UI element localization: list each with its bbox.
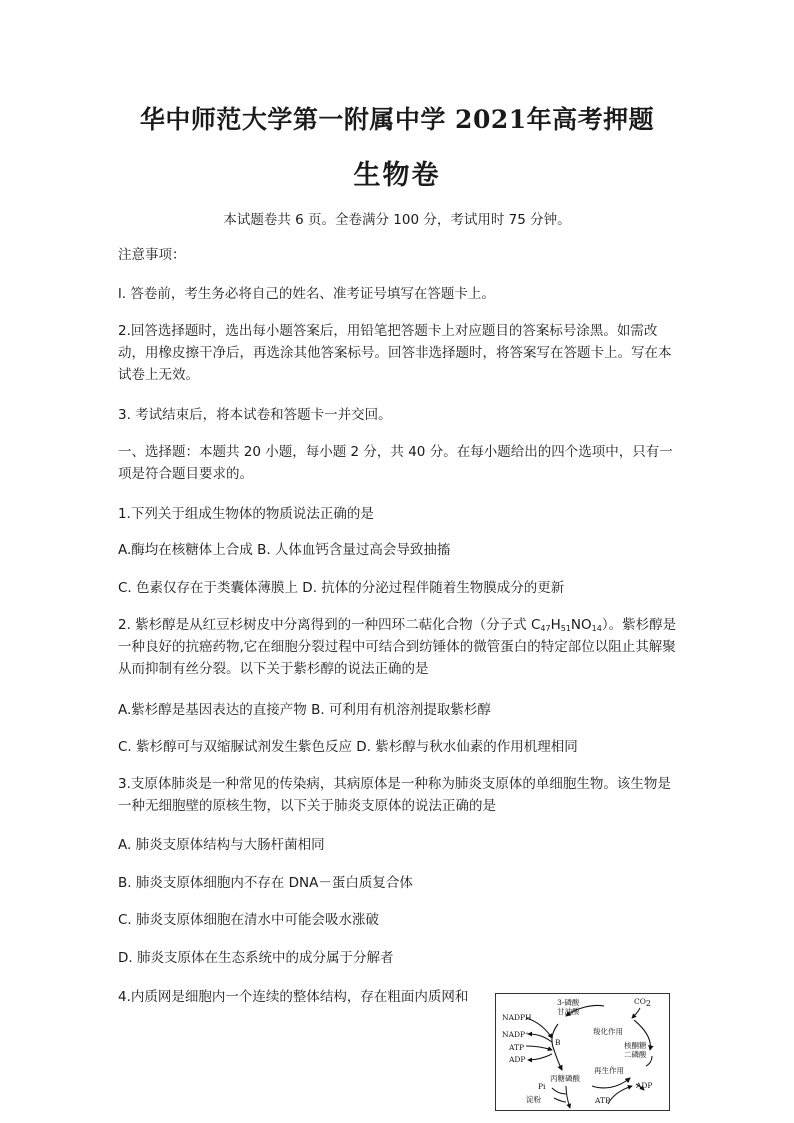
q2-formula-mid-2: NO — [570, 617, 592, 633]
arc-reduction — [552, 1024, 562, 1070]
pi-arrow — [552, 1088, 566, 1094]
label-pi: Pi — [538, 1082, 546, 1091]
q3-stem: 3.支原体肺炎是一种常见的传染病，其病原体是一种称为肺炎支原体的单细胞生物。该生物是一种无细胞壁的原核生物，以下关于肺炎支原体的说法正确的是 — [118, 776, 671, 814]
label-rubp — [624, 1041, 647, 1059]
q2-formula-sub-1: 47 — [540, 624, 551, 633]
note-item-2: 2.回答选择题时，选出每小题答案后，用铅笔把答题卡上对应题目的答案标号涂黑。如需改动，用橡皮擦干净后，再选涂其他答案标号。回答非选择题时，将答案写在答题卡上。写在本试卷上无效。 — [118, 323, 672, 383]
q1-options-ab: A.酶均在核糖体上合成 B. 人体血钙含量过高会导致抽搐 — [118, 542, 451, 558]
q3-option-b: B. 肺炎支原体细胞内不存在 DNA－蛋白质复合体 — [118, 875, 413, 891]
note-item-1: l. 答卷前，考生务必将自己的姓名、准考证号填写在答题卡上。 — [118, 286, 495, 302]
label-pga — [557, 998, 580, 1016]
calvin-cycle-diagram — [495, 993, 670, 1111]
q2-options-ab: A.紫杉醇是基因表达的直接产物 B. 可利用有机溶剂提取紫杉醇 — [118, 702, 491, 718]
q1-stem: 1.下列关于组成生物体的物质说法正确的是 — [118, 506, 374, 522]
q3-option-c: C. 肺炎支原体细胞在清水中可能会吸水涨破 — [118, 912, 380, 928]
q2-stem-part-1: 2. 紫杉醇是从红豆杉树皮中分离得到的一种四环二萜化合物（分子式 C — [118, 617, 541, 633]
q3-option-d: D. 肺炎支原体在生态系统中的成分属于分解者 — [118, 950, 394, 966]
exam-subject: 生物卷 — [353, 160, 441, 191]
regen-atp-arrow — [608, 1086, 632, 1104]
label-adp-right: ADP — [636, 1081, 653, 1090]
label-co2 — [634, 997, 651, 1006]
q2-options-cd: C. 紫杉醇可与双缩脲试剂发生紫色反应 D. 紫杉醇与秋水仙素的作用机理相同 — [118, 739, 578, 755]
q2-stem — [118, 614, 678, 680]
starch-to-pi-arrow — [554, 1098, 566, 1102]
note-item-3: 3. 考试结束后，将本试卷和答题卡一并交回。 — [118, 407, 392, 423]
label-rubp-line-2: 二磷酸 — [624, 1050, 647, 1059]
label-atp-left: ATP — [509, 1043, 525, 1052]
label-nadp: NADP⁺ — [502, 1030, 529, 1039]
nadp-arrow — [528, 1034, 552, 1042]
atp-arrow — [526, 1046, 552, 1050]
label-b: B — [555, 1038, 561, 1047]
label-rubp-line-1: 核酮糖 — [624, 1041, 647, 1050]
co2-arrow — [632, 1008, 640, 1018]
label-pga-line-1: 3-磷酸 — [557, 998, 580, 1007]
q4-stem: 4.内质网是细胞内一个连续的整体结构，存在粗面内质网和 — [118, 989, 469, 1005]
label-starch: 淀粉 — [526, 1095, 541, 1104]
exam-intro: 本试题卷共 6 页。全卷满分 100 分，考试用时 75 分钟。 — [223, 212, 571, 228]
adp-arrow — [528, 1054, 552, 1060]
q1-options-cd: C. 色素仅存在于类囊体薄膜上 D. 抗体的分泌过程伴随着生物膜成分的更新 — [118, 580, 565, 596]
notes-heading: 注意事项： — [118, 247, 186, 263]
q2-formula-sub-2: 51 — [560, 624, 571, 633]
label-co2-text: CO — [634, 997, 646, 1006]
label-g3p: 丙糖磷酸 — [550, 1074, 580, 1083]
label-adp-left: ADP — [509, 1055, 526, 1064]
starch-arrow — [566, 1086, 570, 1108]
q3-option-a: A. 肺炎支原体结构与大肠杆菌相同 — [118, 837, 325, 853]
q2-formula-sub-3: 14 — [591, 624, 602, 633]
label-nadph: NADPH — [502, 1013, 532, 1022]
q2-stem-part-2: ）。紫杉醇是一种良好的抗癌药物,它在细胞分裂过程中可结合到纺锤体的微管蛋白的特定部位以阻止其解聚从而抑制有丝分裂。以下关于紫杉醇的说法正确的是 — [118, 617, 677, 677]
label-atp-bottom: ATP — [595, 1096, 611, 1105]
exam-title: 华中师范大学第一附属中学 2021年高考押题 — [139, 105, 655, 134]
label-pga-line-2: 甘油酸 — [557, 1007, 580, 1016]
label-co2-sub: 2 — [645, 999, 651, 1008]
section-heading: 一、选择题：本题共 20 小题，每小题 2 分，共 40 分。在每小题给出的四个选项中，只有一项是符合题目要求的。 — [118, 444, 673, 482]
label-regeneration: 再生作用 — [594, 1066, 624, 1075]
q2-formula-mid-1: H — [550, 617, 561, 633]
arc-to-regeneration — [592, 1078, 630, 1088]
label-carboxylation: 羧化作用 — [593, 1027, 623, 1036]
